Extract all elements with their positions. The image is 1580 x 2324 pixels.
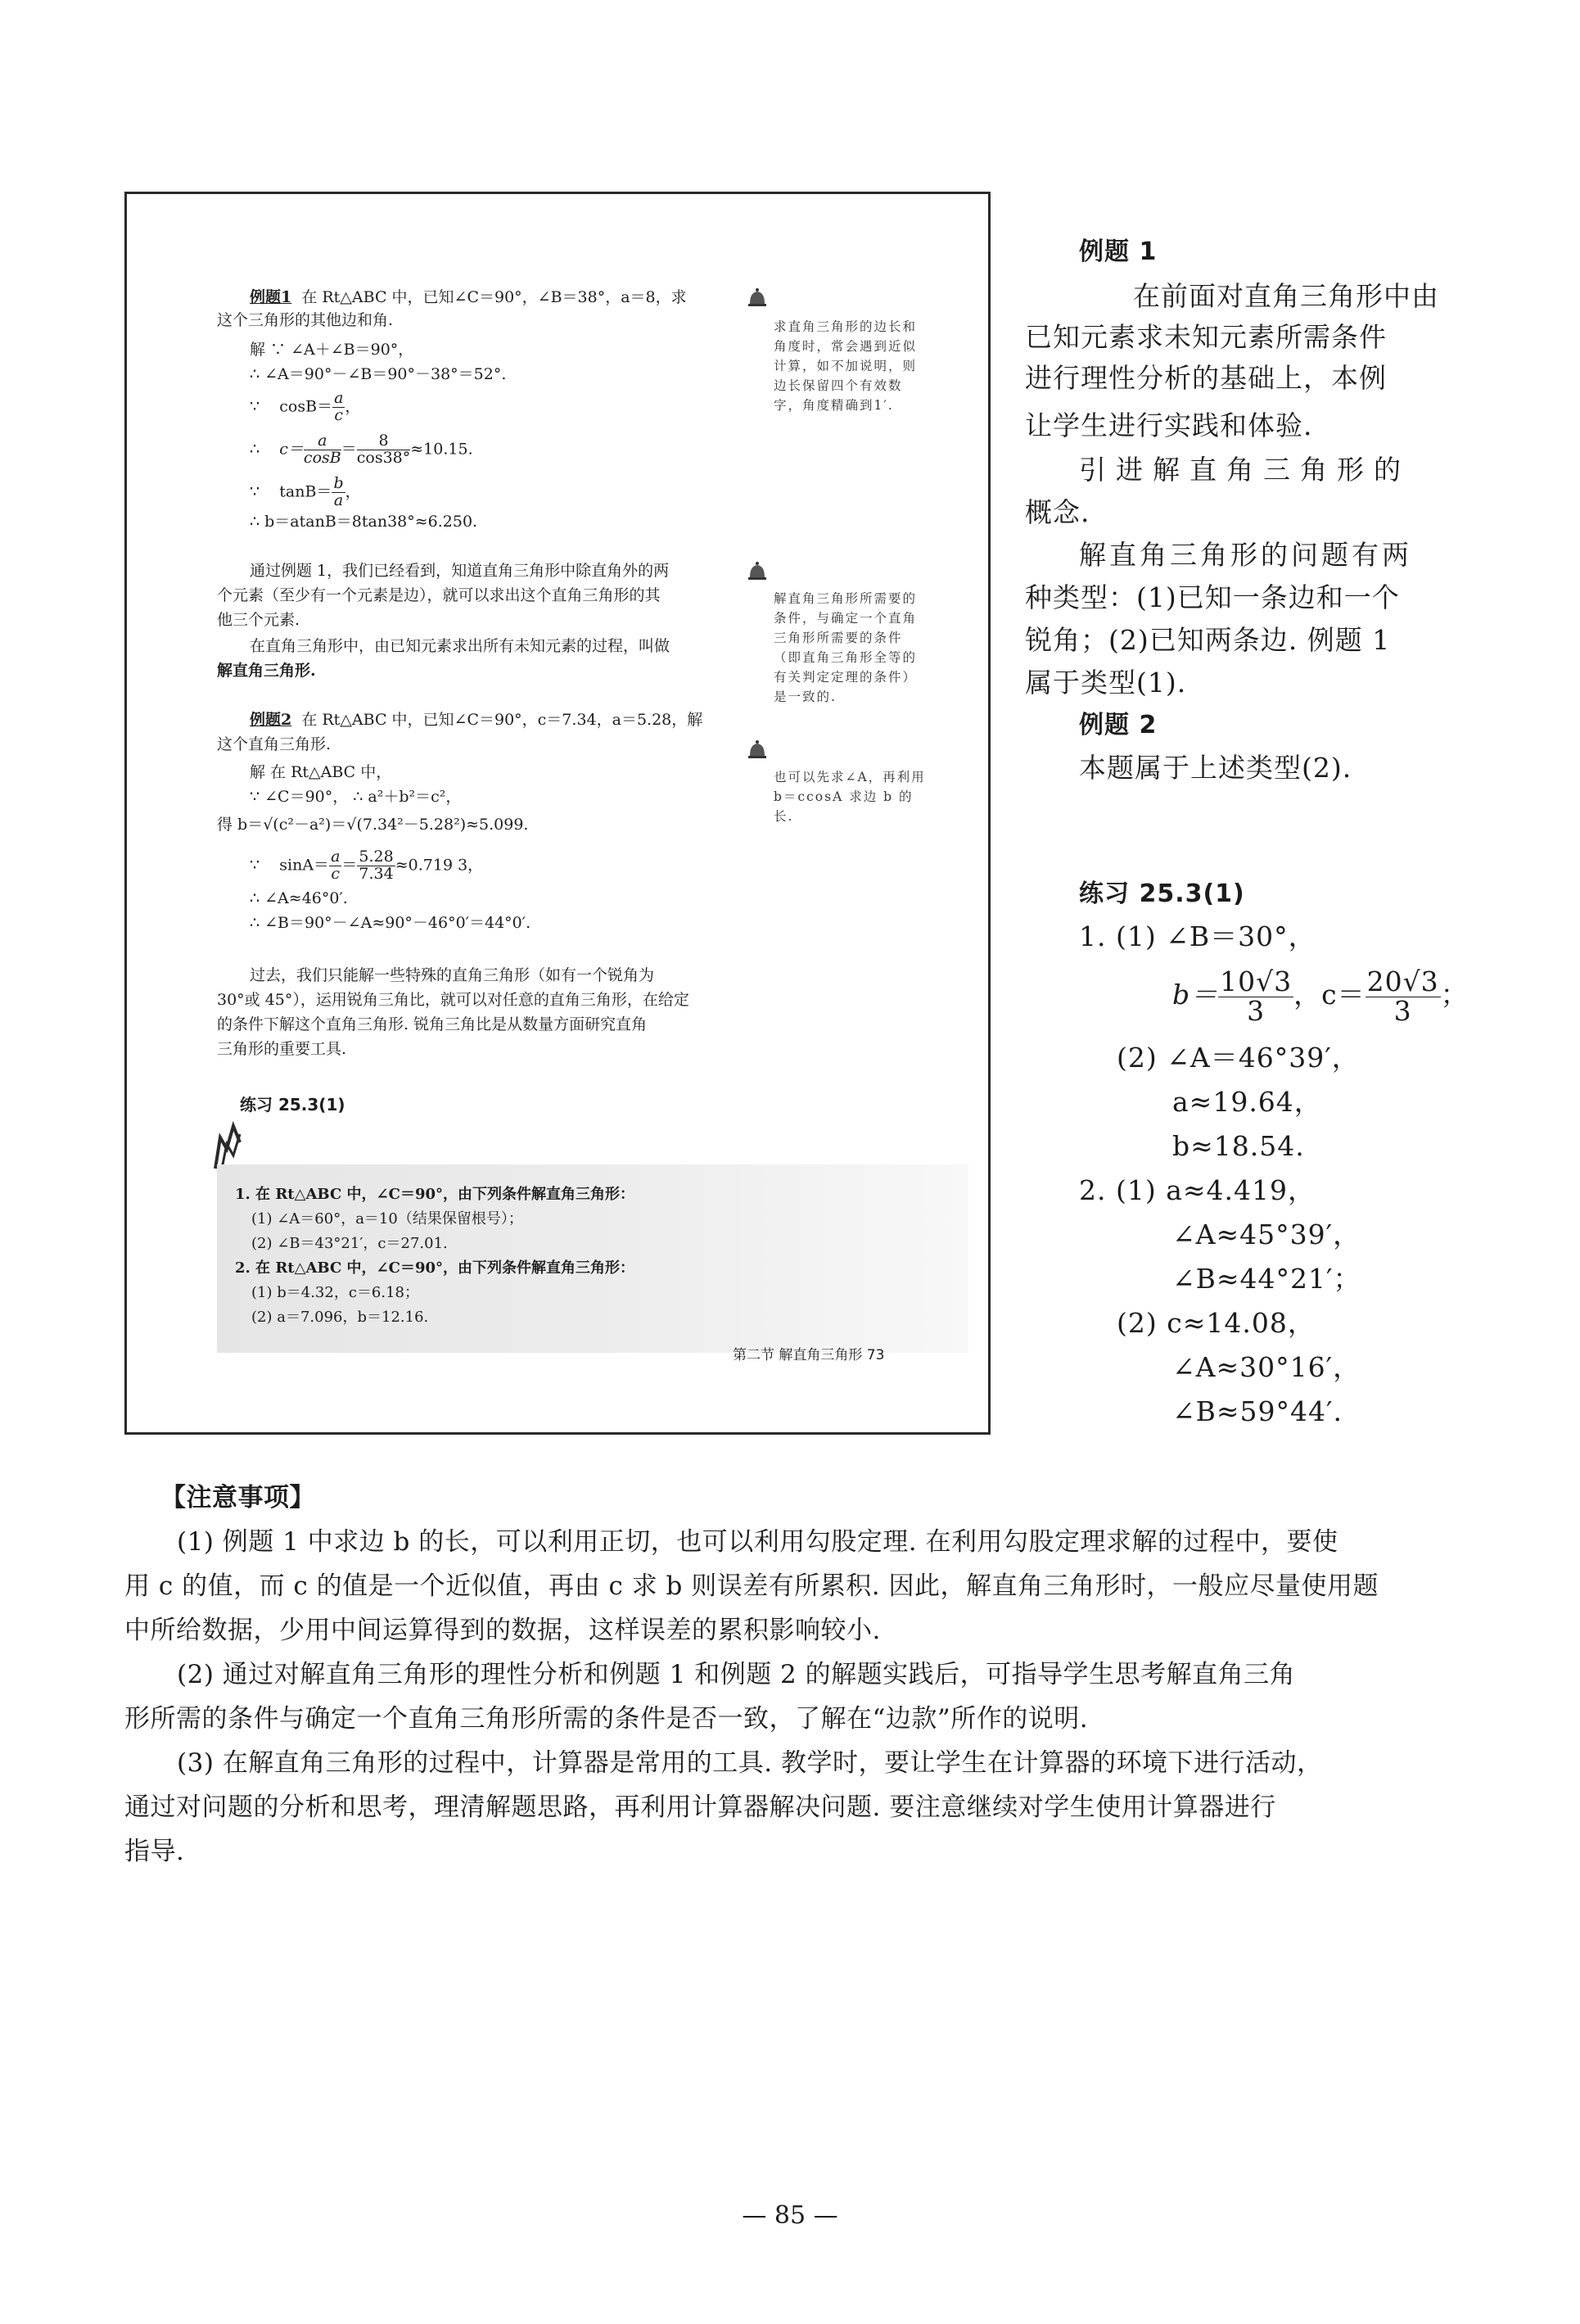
para1-line1: 通过例题 1，我们已经看到，知道直角三角形中除直角外的两: [250, 562, 670, 580]
example2-sol-1: 解 在 Rt△ABC 中，: [250, 763, 392, 781]
rc-line-1: 在前面对直角三角形中由: [1133, 280, 1439, 312]
example2-sol-2: ∵ ∠C＝90°， ∴ a²＋b²＝c²，: [250, 788, 462, 806]
therefore-symbol: ∴: [250, 440, 260, 459]
tanB-fraction: $\frac{b}{a}$: [333, 474, 344, 509]
rc-line-9: 锐角；(2)已知两条边. 例题 1: [1025, 624, 1391, 656]
notes-line-6: (3) 在解直角三角形的过程中，计算器是常用的工具. 教学时，要让学生在计算器的环境下进行活动，: [177, 1748, 1323, 1778]
b-fraction: $\frac{10√3}{3}$: [1220, 965, 1293, 1027]
rc-line-6: 概念.: [1025, 496, 1090, 528]
c-label: c＝: [279, 440, 304, 459]
answer-2-2-A: ∠A≈30°16′，: [1172, 1351, 1361, 1383]
para3-line3: 的条件下解这个直角三角形. 锐角三角比是从数量方面研究直角: [217, 1015, 648, 1033]
rc-line-8: 种类型：(1)已知一条边和一个: [1025, 581, 1400, 613]
c-fraction-1: $\frac{a}{\cos B}$: [303, 432, 341, 467]
textbook-page-image: [124, 192, 991, 1435]
sinA-label: sinA＝: [279, 856, 330, 875]
example1-text-1: 在 Rt△ABC 中，已知∠C＝90°，∠B＝38°，a＝8，求: [301, 288, 687, 306]
rc-line-5: 引进解直角三角形的: [1079, 454, 1411, 486]
notes-line-4: (2) 通过对解直角三角形的理性分析和例题 1 和例题 2 的解题实践后，可指导学生思考解直角三角: [177, 1660, 1296, 1689]
rc-line-10: 属于类型(1).: [1025, 667, 1187, 699]
page-number: — 85 —: [742, 2201, 838, 2230]
example1-statement-line1: [250, 286, 687, 309]
ex2-heading: 例题 2: [1079, 711, 1158, 739]
answer-2-2: (2) c≈14.08，: [1117, 1307, 1316, 1339]
because-symbol-3: ∵: [250, 856, 260, 875]
side-note-approximation: 求直角三角形的边长和角度时，常会遇到近似计算，如不加说明，则边长保留四个有效数字，角度精确到1′.: [774, 319, 918, 413]
rc-line-7: 解直角三角形的问题有两: [1079, 539, 1412, 571]
answer-1-2: (2) ∠A＝46°39′，: [1117, 1042, 1360, 1074]
exercise-line-5: (1) b＝4.32，c＝6.18；: [251, 1284, 419, 1301]
semicolon: ；: [1440, 979, 1469, 1011]
answer-1-2-a: a≈19.64，: [1172, 1086, 1322, 1118]
ex2-text: 本题属于上述类型(2).: [1079, 752, 1352, 784]
example2-sol-5: ∴ ∠A≈46°0′.: [250, 889, 348, 907]
sinA-fraction-1: $\frac{a}{c}$: [331, 848, 341, 883]
c-fraction-rc: $\frac{20√3}{3}$: [1366, 965, 1439, 1027]
notes-line-2: 用 c 的值，而 c 的值是一个近似值，再由 c 求 b 则误差有所累积. 因此，解直角三角形时，一般应尽量使用题: [124, 1571, 1379, 1601]
tanB-label: tanB＝: [279, 482, 332, 501]
notes-heading: 【注意事项】: [160, 1483, 315, 1512]
example1-sol-1: 解 ∵ ∠A＋∠B＝90°，: [250, 341, 414, 359]
rc-line-2: 已知元素求未知元素所需条件: [1025, 321, 1387, 353]
answer-2-2-B: ∠B≈59°44′.: [1172, 1395, 1343, 1427]
exercise-line-1: 1. 在 Rt△ABC 中，∠C＝90°，由下列条件解直角三角形：: [235, 1186, 635, 1203]
c-label-rc: ，c＝: [1293, 979, 1366, 1011]
example1-sol-6: ∴ b＝atanB＝8tan38°≈6.250.: [250, 513, 478, 531]
bell-icon: [745, 559, 770, 584]
notes-line-8: 指导.: [124, 1837, 185, 1866]
exercise-box: [217, 1164, 968, 1353]
answer-1-1-values: [1172, 965, 1469, 1027]
because-symbol: ∵: [250, 397, 260, 416]
bell-icon: [745, 738, 770, 762]
example2-statement-line2: 这个直角三角形.: [217, 735, 332, 753]
cosB-fraction: $\frac{a}{c}$: [334, 389, 344, 424]
exercise-line-6: (2) a＝7.096，b＝12.16.: [251, 1309, 429, 1326]
exercise-title: 练习 25.3(1): [240, 1095, 345, 1115]
answer-2-1-B: ∠B≈44°21′；: [1172, 1263, 1361, 1295]
term-solve-right-triangle: 解直角三角形.: [217, 662, 316, 680]
example1-sol-5: ∵ tanB＝ $\frac{b}{a}$ ，: [250, 474, 361, 509]
practice-heading: 练习 25.3(1): [1079, 879, 1245, 908]
notes-line-3: 中所给数据，少用中间运算得到的数据，这样误差的累积影响较小.: [124, 1616, 881, 1645]
sinA-fraction-2: $\frac{5.28}{7.34}$: [359, 848, 394, 883]
answer-1-1: 1. (1) ∠B＝30°，: [1079, 920, 1316, 952]
bell-icon: [745, 286, 770, 310]
example1-sol-2: ∴ ∠A＝90°－∠B＝90°－38°＝52°.: [250, 365, 507, 383]
para3-line1: 过去，我们只能解一些特殊的直角三角形（如有一个锐角为: [250, 966, 655, 984]
notes-line-5: 形所需的条件与确定一个直角三角形所需的条件是否一致，了解在“边款”所作的说明.: [124, 1704, 1089, 1734]
c-result: ≈10.15.: [410, 440, 473, 459]
because-symbol-2: ∵: [250, 482, 260, 501]
para2-line1: 在直角三角形中，由已知元素求出所有未知元素的过程，叫做: [250, 637, 670, 655]
exercise-line-4: 2. 在 Rt△ABC 中，∠C＝90°，由下列条件解直角三角形：: [235, 1259, 635, 1277]
example2-tag: 例题2: [250, 711, 292, 729]
example2-sol-6: ∴ ∠B＝90°－∠A≈90°－46°0′＝44°0′.: [250, 914, 531, 932]
example1-tag: 例题1: [250, 288, 292, 306]
para3-line2: 30°或 45°），运用锐角三角比，就可以对任意的直角三角形，在给定: [217, 991, 689, 1009]
example2-text-1: 在 Rt△ABC 中，已知∠C＝90°，c＝7.34，a＝5.28，解: [301, 711, 703, 729]
example2-statement-line1: [250, 708, 702, 731]
answer-1-2-b: b≈18.54.: [1172, 1130, 1305, 1162]
para1-line3: 他三个元素.: [217, 611, 300, 629]
c-fraction-2: $\frac{8}{\cos 38^\circ}$: [356, 432, 411, 467]
notes-line-1: (1) 例题 1 中求边 b 的长，可以利用正切，也可以利用勾股定理. 在利用勾股定理求解的过程中，要使: [177, 1527, 1338, 1557]
rc-line-3: 进行理性分析的基础上，本例: [1025, 362, 1387, 394]
exercise-line-2: (1) ∠A＝60°，a＝10（结果保留根号）；: [251, 1210, 523, 1228]
side-note-conditions: 解直角三角形所需要的条件，与确定一个直角三角形所需要的条件（即直角三角形全等的有关判定定理的条件）是一致的.: [774, 591, 918, 704]
cosB-label: cosB＝: [279, 397, 333, 416]
para1-line2: 个元素（至少有一个元素是边），就可以求出这个直角三角形的其: [217, 586, 661, 604]
para3-line4: 三角形的重要工具.: [217, 1040, 347, 1058]
answer-2-1: 2. (1) a≈4.419，: [1079, 1174, 1316, 1206]
example2-sol-4: ∵ sinA＝ $\frac{a}{c}$ ＝ $\frac{5.28}{7.34}$ ≈0.719 3，: [250, 848, 484, 883]
textbook-footer: 第二节 解直角三角形 73: [733, 1347, 885, 1363]
exercise-line-3: (2) ∠B＝43°21′，c＝27.01.: [251, 1235, 448, 1252]
example1-sol-3: ∵ cosB＝ $\frac{a}{c}$ ，: [250, 389, 361, 424]
rc-line-4: 让学生进行实践和体验.: [1025, 409, 1313, 441]
ex1-heading: 例题 1: [1079, 237, 1158, 266]
example1-statement-line2: 这个三角形的其他边和角.: [217, 311, 394, 329]
example2-sol-3: 得 b＝√(c²－a²)＝√(7.34²－5.28²)≈5.099.: [217, 816, 529, 834]
example1-sol-4: ∴ c＝ $\frac{a}{\cos B}$ ＝ $\frac{8}{\cos 38^\circ}$ ≈10.15.: [250, 432, 473, 467]
answer-2-1-A: ∠A≈45°39′，: [1172, 1219, 1361, 1250]
side-note-alternative: 也可以先求∠A，再利用 b＝ccosA 求边 b 的长.: [774, 770, 926, 824]
notes-line-7: 通过对问题的分析和思考，理清解题思路，再利用计算器解决问题. 要注意继续对学生使用计算器进行: [124, 1793, 1276, 1822]
b-label: b＝: [1172, 979, 1219, 1011]
sinA-result: ≈0.719 3，: [395, 856, 484, 875]
